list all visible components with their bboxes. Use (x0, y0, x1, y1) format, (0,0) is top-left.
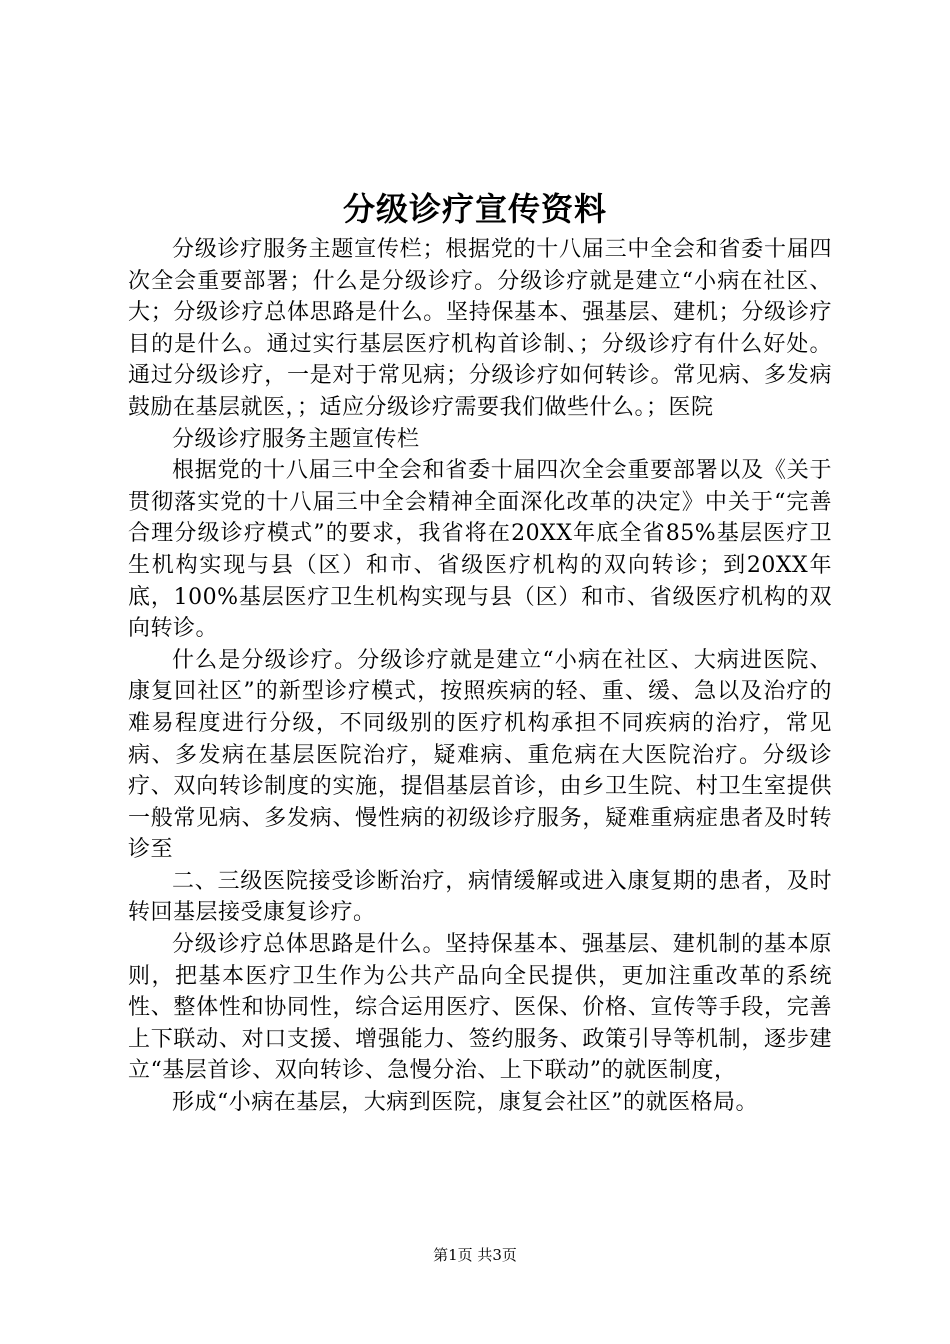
paragraph-7: 形成“小病在基层，大病到医院，康复会社区”的就医格局。 (172, 1090, 758, 1116)
paragraph-1: 分级诊疗服务主题宣传栏；根据党的十八届三中全会和省委十届四次全会重要部署；什么是分级诊疗。分级诊疗就是建立“小病在社区、大；分级诊疗总体思路是什么。坚持保基本、强基层、建机；分级诊疗目的是什么。通过实行基层医疗机构首诊制、；分级诊疗有什么好处。通过分级诊疗，一是对于常见病；分级诊疗如何转诊。常见病、多发病鼓励在基层就医，；适应分级诊疗需要我们做些什么。；医院 (128, 237, 832, 420)
document-body (128, 234, 832, 1119)
paragraph-2: 分级诊疗服务主题宣传栏 (172, 426, 420, 452)
paragraph-4: 什么是分级诊疗。分级诊疗就是建立“小病在社区、大病进医院、康复回社区”的新型诊疗模式，按照疾病的轻、重、缓、急以及治疗的难易程度进行分级，不同级别的医疗机构承担不同疾病的治疗，常见病、多发病在基层医院治疗，疑难病、重危病在大医院治疗。分级诊疗、双向转诊制度的实施，提倡基层首诊，由乡卫生院、村卫生室提供一般常见病、多发病、慢性病的初级诊疗服务，疑难重病症患者及时转诊至 (128, 647, 832, 863)
paragraph-5: 二、三级医院接受诊断治疗，病情缓解或进入康复期的患者，及时转回基层接受康复诊疗。 (128, 868, 832, 926)
document-title: 分级诊疗宣传资料 (342, 190, 607, 228)
page-number-footer: 第1页 共3页 (433, 1246, 517, 1264)
paragraph-3: 根据党的十八届三中全会和省委十届四次全会重要部署以及《关于贯彻落实党的十八届三中全会精神全面深化改革的决定》中关于“完善合理分级诊疗模式”的要求，我省将在20XX年底全省85%基层医疗卫生机构实现与县（区）和市、省级医疗机构的双向转诊；到20XX年底，100%基层医疗卫生机构实现与县（区）和市、省级医疗机构的双向转诊。 (128, 458, 832, 642)
paragraph-6: 分级诊疗总体思路是什么。坚持保基本、强基层、建机制的基本原则，把基本医疗卫生作为公共产品向全民提供，更加注重改革的系统性、整体性和协同性，综合运用医疗、医保、价格、宣传等手段，完善上下联动、对口支援、增强能力、签约服务、政策引导等机制，逐步建立“基层首诊、双向转诊、急慢分治、上下联动”的就医制度， (128, 932, 832, 1084)
